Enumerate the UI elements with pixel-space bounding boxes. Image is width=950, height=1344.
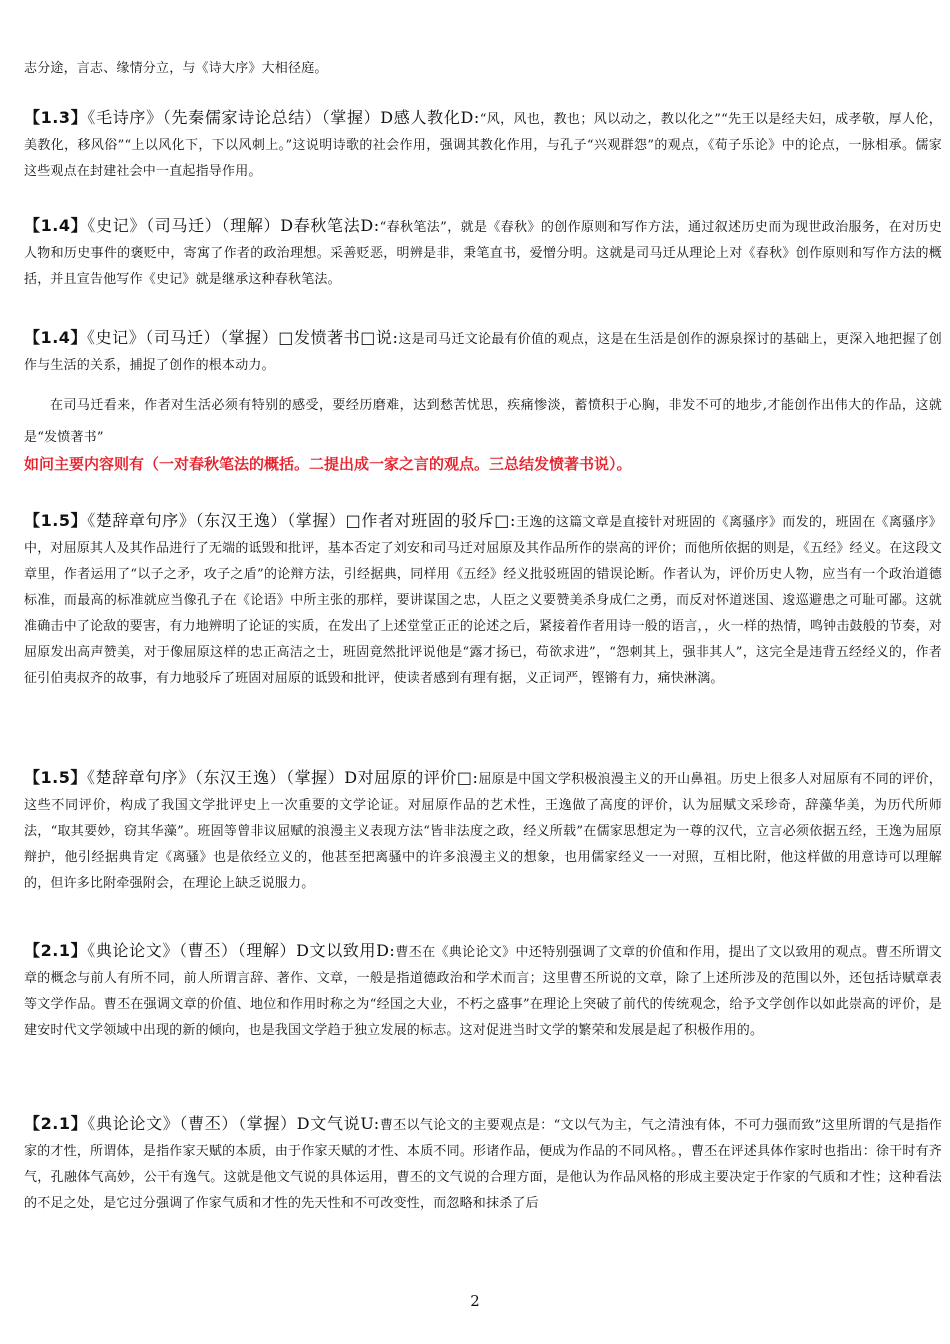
section-1-3 xyxy=(24,105,942,185)
section-body: “春秋笔法”，就是《春秋》的创作原则和写作方法，通过叙述历史而为现世政治服务，在对历史人物和历史事件的褒贬中，寄寓了作者的政治理想。采善贬恶，明辨是非，秉笔直书，爱憎分明。这就是司马迁从理论上对《春秋》创作原则和写作方法的概括，并且宣告他写作《史记》就是继承这种春秋笔法。 xyxy=(24,220,942,287)
section-title: 《典论论文》（曹丕）（理解）D文以致用D: xyxy=(87,941,396,960)
section-label: 【1.5】 xyxy=(24,511,88,530)
section-body: 这是司马迁文论最有价值的观点，这是在生活是创作的源泉探讨的基础上，更深入地把握了创作与生活的关系，捕捉了创作的根本动力。 xyxy=(24,332,942,373)
section-body: “风，风也，教也；风以动之，教以化之”“先王以是经夫妇，成孝敬，厚人伦，美教化，移风俗”“上以风化下，下以风刺上。”这说明诗歌的社会作用，强调其教化作用，与孔子“兴观群怨”的观点，《荀子乐论》中的论点，一脉相承。儒家这些观点在封建社会中一直起指导作用。 xyxy=(24,112,942,179)
section-head xyxy=(24,941,395,960)
section-body-2: 在司马迁看来，作者对生活必须有特别的感受，要经历磨难，达到愁苦忧思，疾痛惨淡，蓄愤积于心胸，非发不可的地步,才能创作出伟大的作品，这就是“发愤著书” xyxy=(24,398,942,445)
section-1-4-b-cont xyxy=(24,390,942,454)
section-head xyxy=(24,768,478,787)
section-head xyxy=(24,328,398,347)
section-body: 王逸的这篇文章是直接针对班固的《离骚序》而发的，班固在《离骚序》中，对屈原其人及其作品进行了无端的诋毁和批评，基本否定了刘安和司马迁对屈原及其作品所作的崇高的评价；而他所依据的则是，《五经》经义。在这段文章里，作者运用了“以子之矛，攻子之盾”的论辩方法，引经据典，同样用《五经》经义批驳班固的错误论断。作者认为，评价历史人物，应当有一个政治道德标准，而最高的标准就应当像孔子在《论语》中所主张的那样，要讲谋国之忠，人臣之义要赞美杀身成仁之勇，而反对怀道迷国、逡巡避患之可耻可鄙。这就准确击中了论敌的要害，有力地辨明了论证的实质，在发出了上述堂堂正正的论述之后，紧接着作者用诗一般的语言，，火一样的热情，鸣钟击鼓般的节奏，对屈原发出高声赞美，对于像屈原这样的忠正高洁之士，班固竟然批评说他是“露才扬已，苟欲求进”，“怨刺其上，强非其人”，这完全是违背五经经义的，作者征引伯夷叔齐的故事，有力地驳斥了班固对屈原的诋毁和批评，使读者感到有理有据，义正词严，铿锵有力，痛快淋漓。 xyxy=(24,515,942,686)
intro-line xyxy=(24,56,942,82)
section-title: 《史记》（司马迁）（掌握）□发愤著书□说: xyxy=(87,328,399,347)
section-body: 屈原是中国文学积极浪漫主义的开山鼻祖。历史上很多人对屈原有不同的评价，这些不同评价，构成了我国文学批评史上一次重要的文学论证。对屈原作品的艺术性，王逸做了高度的评价，认为屈赋文采珍奇，辞藻华美，为历代所师法，“取其要妙，窃其华藻”。班固等曾非议屈赋的浪漫主义表现方法“皆非法度之政，经义所载”在儒家思想定为一尊的汉代，立言必须依据五经，王逸为屈原辩护，他引经据典肯定《离骚》也是依经立义的，他甚至把离骚中的许多浪漫主义的想象，也用儒家经义一一对照，互相比附，他这样做的用意诗可以理解的，但许多比附牵强附会，在理论上缺乏说服力。 xyxy=(24,772,942,891)
section-label: 【1.5】 xyxy=(24,768,87,787)
section-title: 《楚辞章句序》（东汉王逸）（掌握）D对屈原的评价□: xyxy=(86,768,479,787)
section-label: 【2.1】 xyxy=(24,941,88,960)
section-label: 【2.1】 xyxy=(24,1114,88,1133)
section-head xyxy=(24,511,516,530)
section-1-5-a xyxy=(24,508,942,692)
section-2-1-b xyxy=(24,1111,942,1217)
red-note xyxy=(24,452,942,476)
section-body: 曹丕以气论文的主要观点是：“文以气为主，气之清浊有体，不可力强而致”这里所谓的气是指作家的才性，所谓体，是指作家天赋的本质，由于作家天赋的才性、本质不同。形诸作品，便成为作品的不同风格。，曹丕在评述具体作家时也指出：徐干时有齐气，孔融体气高妙，公干有逸气。这就是他文气说的具体运用，曹丕的文气说的合理方面，是他认为作品风格的形成主要决定于作家的气质和才性；这种看法的不足之处，是它过分强调了作家气质和才性的先天性和不可改变性，而忽略和抹杀了后 xyxy=(24,1118,942,1211)
section-label: 【1.3】 xyxy=(24,108,88,127)
section-head xyxy=(24,108,480,127)
intro-text: 志分途，言志、缘情分立，与《诗大序》大相径庭。 xyxy=(24,61,328,76)
page-number: 2 xyxy=(470,1292,480,1310)
section-label: 【1.4】 xyxy=(24,328,88,347)
section-title: 《楚辞章句序》（东汉王逸）（掌握）□作者对班固的驳斥□: xyxy=(87,511,516,530)
red-note-text: 如问主要内容则有（一对春秋笔法的概括。二提出成一家之言的观点。三总结发愤著书说）。 xyxy=(24,455,632,473)
section-body: 曹丕在《典论论文》中还特别强调了文章的价值和作用，提出了文以致用的观点。曹丕所谓文章的概念与前人有所不同，前人所谓言辞、著作、文章，一般是指道德政治和学术而言；这里曹丕所说的文章，除了上述所涉及的范围以外，还包括诗赋章表等文学作品。曹丕在强调文章的价值、地位和作用时称之为“经国之大业，不朽之盛事”在理论上突破了前代的传统观念，给予文学创作以如此崇高的评价，是建安时代文学领域中出现的新的倾向，也是我国文学趋于独立发展的标志。这对促进当时文学的繁荣和发展是起了积极作用的。 xyxy=(24,945,942,1038)
section-1-4-a xyxy=(24,213,942,293)
section-1-5-b xyxy=(24,765,942,897)
section-title: 《史记》（司马迁）（理解）D春秋笔法D: xyxy=(87,216,380,235)
section-title: 《典论论文》（曹丕）（掌握）D文气说U: xyxy=(87,1114,380,1133)
section-head xyxy=(24,1114,380,1133)
section-1-4-b xyxy=(24,325,942,379)
section-2-1-a xyxy=(24,938,942,1044)
section-label: 【1.4】 xyxy=(24,216,88,235)
section-head xyxy=(24,216,380,235)
section-title: 《毛诗序》（先秦儒家诗论总结）（掌握）D感人教化D: xyxy=(87,108,480,127)
